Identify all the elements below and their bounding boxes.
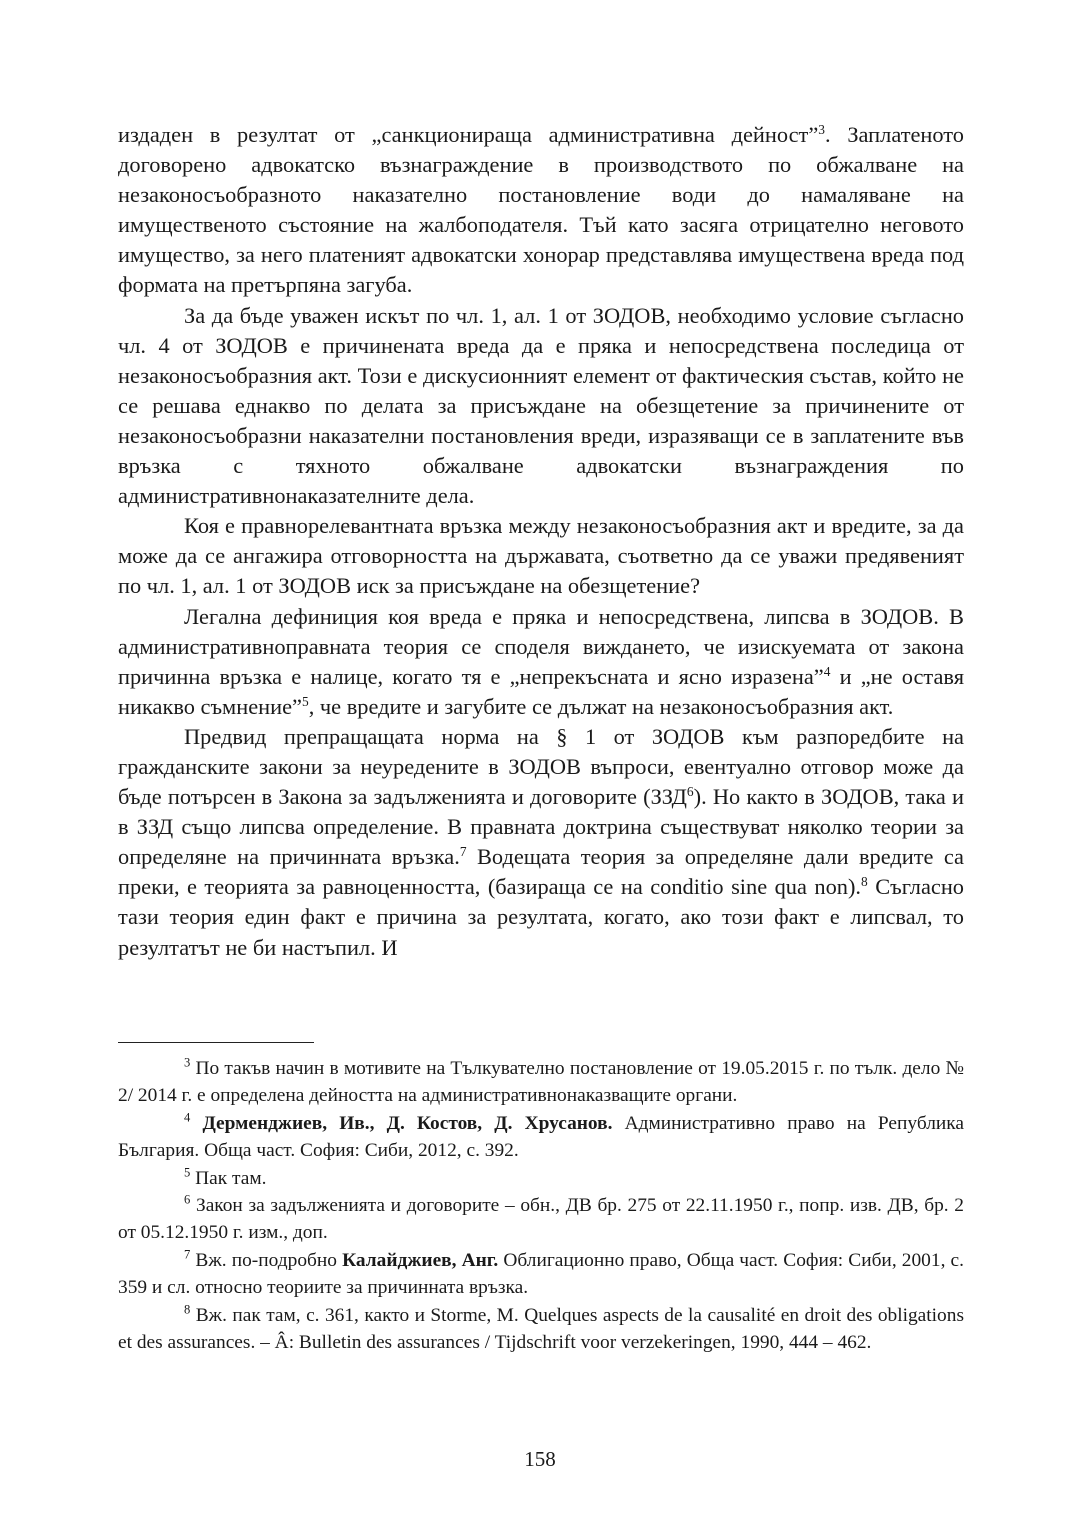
footnote-ref-7[interactable]: 7 bbox=[459, 844, 467, 860]
paragraph-4: Легална дефиниция коя вреда е пряка и непосредствена, липсва в ЗОДОВ. В административноправната теория се споделя виждането, че изискуемата от закона причинна връзка е налице, когато тя е „непрекъсната и ясно изразена”$^4$ и „не оставя никакво съмнение”$^5$, че вредите и загубите се дължат на незаконосъобразния акт. bbox=[118, 603, 964, 719]
footnote-ref-4[interactable]: 4 bbox=[823, 663, 831, 679]
paragraph-5: Предвид препращащата норма на § 1 от ЗОДОВ към разпоредбите на гражданските закони за неуредените в ЗОДОВ въпроси, евентуално отговор може да бъде потърсен в Закона за задълженията и договорите (ЗЗД$^6$). Но както в ЗОДОВ, така и в ЗЗД също липсва определение. В правната доктрина съществуват няколко теории за определяне на причинната връзка.$^7$ Водещата теория за определяне дали вредите са преки, е теорията за равноценността, (базираща се на conditio sine qua non).$^8$ Съгласно тази теория един факт е причина за резултата, когато, ако този факт е липсвал, то резултатът не би настъпил. И bbox=[118, 723, 965, 960]
footnote-ref-3[interactable]: 3 bbox=[818, 121, 826, 137]
footnote-7: $^7$ Вж. по-подробно Калайджиев, Анг. Облигационно право, Обща част. София: Сиби, 2001, с. 359 и сл. относно теориите за причинната връзка. bbox=[118, 1247, 964, 1299]
footnote-separator bbox=[118, 1042, 314, 1043]
footnote-5: $^5$ Пак там. bbox=[184, 1165, 267, 1189]
footnote-4: $^4$ Дерменджиев, Ив., Д. Костов, Д. Хрусанов. Административно право на Република България. Обща част. София: Сиби, 2012, с. 392. bbox=[118, 1110, 964, 1162]
footnotes bbox=[118, 1055, 964, 1356]
footnote-6: $^6$ Закон за задълженията и договорите – обн., ДВ бр. 275 от 22.11.1950 г., попр. изв. ДВ, бр. 2 от 05.12.1950 г. изм., доп. bbox=[118, 1192, 964, 1244]
footnote-8: $^8$ Вж. пак там, с. 361, както и Storme, M. Quelques aspects de la causalité en droit des obligations et des assurances. – Â: Bulletin des assurances / Tijdschrift voor verzekeringen, 1990, 444 – 462. bbox=[118, 1302, 964, 1354]
paragraph-1: издаден в резултат от „санкционираща административна дейност”$^3$. Заплатеното договорено адвокатско възнаграждение в производството по обжалване на незаконосъобразното наказателно постановление води до намаляване на имущественото състояние на жалбоподателя. Тъй като засяга отрицателно неговото имущество, за него платеният адвокатски хонорар представлява имуществена вреда под формата на претърпяна загуба. bbox=[118, 121, 964, 298]
paragraph-3: Коя е правнорелевантната връзка между незаконосъобразния акт и вредите, за да може да се ангажира отговорността на държавата, съответно да се уважи предявеният по чл. 1, ал. 1 от ЗОДОВ иск за присъждане на обезщетение? bbox=[118, 513, 964, 599]
footnote-ref-8[interactable]: 8 bbox=[861, 874, 868, 890]
page-number: 158 bbox=[524, 1447, 556, 1471]
body-text bbox=[118, 120, 964, 963]
footnote-ref-6[interactable]: 6 bbox=[686, 784, 694, 799]
footnote-ref-5[interactable]: 5 bbox=[301, 693, 309, 709]
paragraph-2: За да бъде уважен искът по чл. 1, ал. 1 от ЗОДОВ, необходимо условие съгласно чл. 4 от ЗОДОВ е причинената вреда да е пряка и непосредствена последица от незаконосъобразния акт. Този е дискусионният елемент от фактическия състав, който не се решава еднакво по делата за присъждане на обезщетение за причинените от незаконосъобразни наказателни постановления вреди, изразяващи се в заплатените във връзка с тяхното обжалване адвокатски възнаграждения по административнонаказателните дела. bbox=[118, 302, 964, 509]
footnote-3: $^3$ По такъв начин в мотивите на Тълкувателно постановление от 19.05.2015 г. по тълк. дело № 2/ 2014 г. е определена дейността на административнонаказващите органи. bbox=[118, 1055, 964, 1107]
